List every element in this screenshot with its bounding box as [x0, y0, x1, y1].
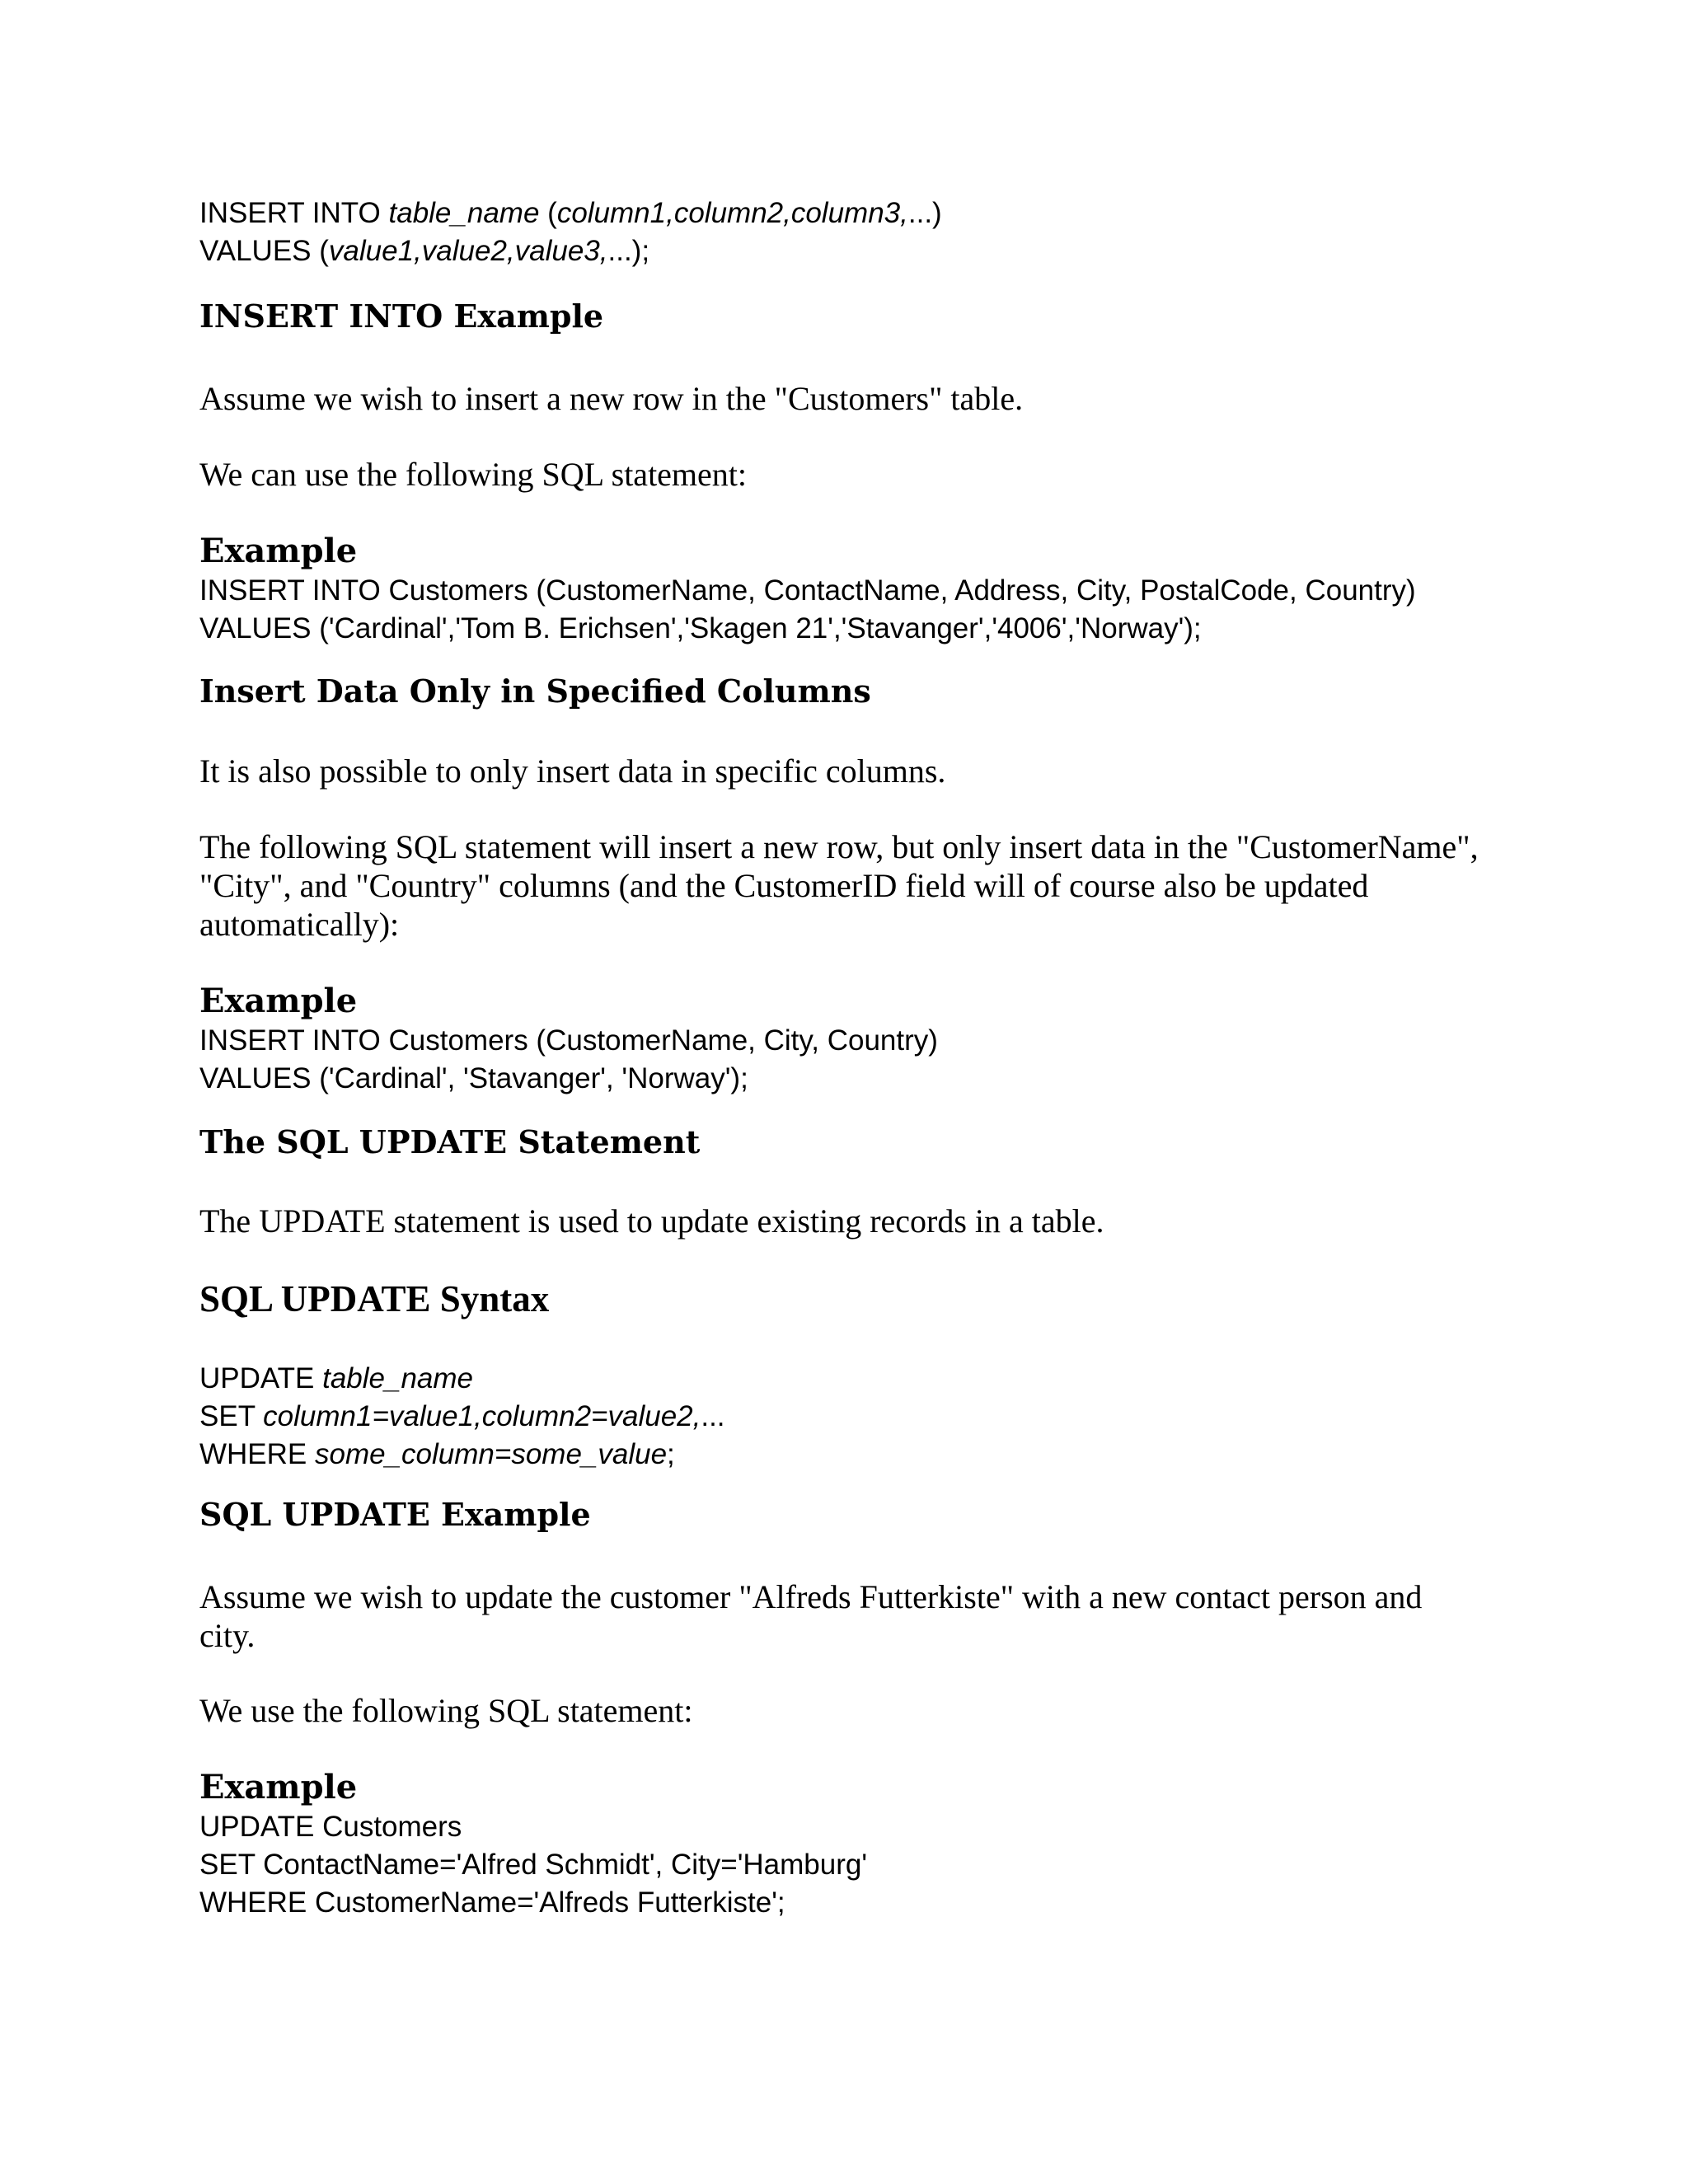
- example-1-line-1: INSERT INTO Customers (CustomerName, ContactName, Address, City, PostalCode, Country): [199, 574, 1416, 607]
- paragraph-assume-insert: Assume we wish to insert a new row in the "Customers" table.: [199, 380, 1024, 417]
- paragraph-following: [199, 827, 1479, 944]
- insert-syntax-line-2: [199, 232, 942, 270]
- heading-update-example: SQL UPDATE Example: [199, 1496, 591, 1533]
- paragraph-assume-update: [199, 1577, 1422, 1655]
- paragraph-we-can-use: We can use the following SQL statement:: [199, 456, 748, 493]
- example-1-code: [199, 572, 1416, 648]
- heading-example-2: Example: [199, 982, 358, 1020]
- paragraph-we-use: We use the following SQL statement:: [199, 1692, 693, 1729]
- syntax-keyword: INSERT INTO: [199, 197, 389, 229]
- heading-update-statement: The SQL UPDATE Statement: [199, 1123, 701, 1160]
- example-3-line-2: SET ContactName='Alfred Schmidt', City='Hamburg': [199, 1849, 868, 1881]
- syntax-placeholder: some_column=some_value: [315, 1438, 668, 1470]
- syntax-punct: ;: [667, 1438, 675, 1470]
- update-syntax-line-3: [199, 1436, 725, 1474]
- example-2-line-2: VALUES ('Cardinal', 'Stavanger', 'Norway');: [199, 1062, 748, 1094]
- syntax-placeholder: column1,column2,column3,: [556, 197, 908, 229]
- syntax-keyword: WHERE: [199, 1438, 315, 1470]
- syntax-keyword: UPDATE: [199, 1362, 323, 1394]
- paragraph-assume-update-line-2: city.: [199, 1617, 256, 1654]
- syntax-punct: ...): [907, 197, 942, 229]
- paragraph-assume-update-line-1: Assume we wish to update the customer "Alfreds Futterkiste" with a new contact person and: [199, 1578, 1423, 1615]
- example-2-line-1: INSERT INTO Customers (CustomerName, City, Country): [199, 1024, 938, 1057]
- paragraph-following-line-3: automatically):: [199, 906, 400, 943]
- heading-example-1: Example: [199, 532, 358, 570]
- update-syntax-line-1: [199, 1360, 725, 1398]
- syntax-punct: (: [539, 197, 557, 229]
- syntax-punct: ...);: [607, 235, 650, 267]
- syntax-keyword: SET: [199, 1400, 264, 1432]
- insert-syntax-line-1: [199, 194, 942, 232]
- update-syntax-block: [199, 1360, 725, 1474]
- heading-update-syntax: SQL UPDATE Syntax: [199, 1278, 550, 1319]
- paragraph-following-line-1: The following SQL statement will insert a new row, but only insert data in the "CustomerName",: [199, 828, 1479, 865]
- example-3-line-1: UPDATE Customers: [199, 1811, 462, 1843]
- paragraph-also-possible: It is also possible to only insert data in specific columns.: [199, 752, 946, 790]
- heading-specified-columns: Insert Data Only in Specified Columns: [199, 673, 871, 710]
- syntax-punct: ...: [701, 1400, 725, 1432]
- syntax-placeholder: table_name: [322, 1362, 474, 1394]
- heading-insert-into-example: INSERT INTO Example: [199, 298, 604, 335]
- example-2-code: [199, 1022, 938, 1098]
- example-1-line-2: VALUES ('Cardinal','Tom B. Erichsen','Skagen 21','Stavanger','4006','Norway');: [199, 612, 1202, 644]
- heading-example-3: Example: [199, 1768, 358, 1807]
- paragraph-update-used: The UPDATE statement is used to update existing records in a table.: [199, 1202, 1104, 1240]
- insert-syntax-block: [199, 194, 942, 270]
- paragraph-following-line-2: "City", and "Country" columns (and the CustomerID field will of course also be updated: [199, 867, 1369, 904]
- update-syntax-line-2: [199, 1398, 725, 1436]
- syntax-placeholder: column1=value1,column2=value2,: [263, 1400, 701, 1432]
- syntax-placeholder: table_name: [388, 197, 540, 229]
- example-3-code: [199, 1808, 867, 1922]
- syntax-keyword: VALUES (: [199, 235, 329, 267]
- example-3-line-3: WHERE CustomerName='Alfreds Futterkiste';: [199, 1886, 785, 1919]
- syntax-placeholder: value1,value2,value3,: [328, 235, 608, 267]
